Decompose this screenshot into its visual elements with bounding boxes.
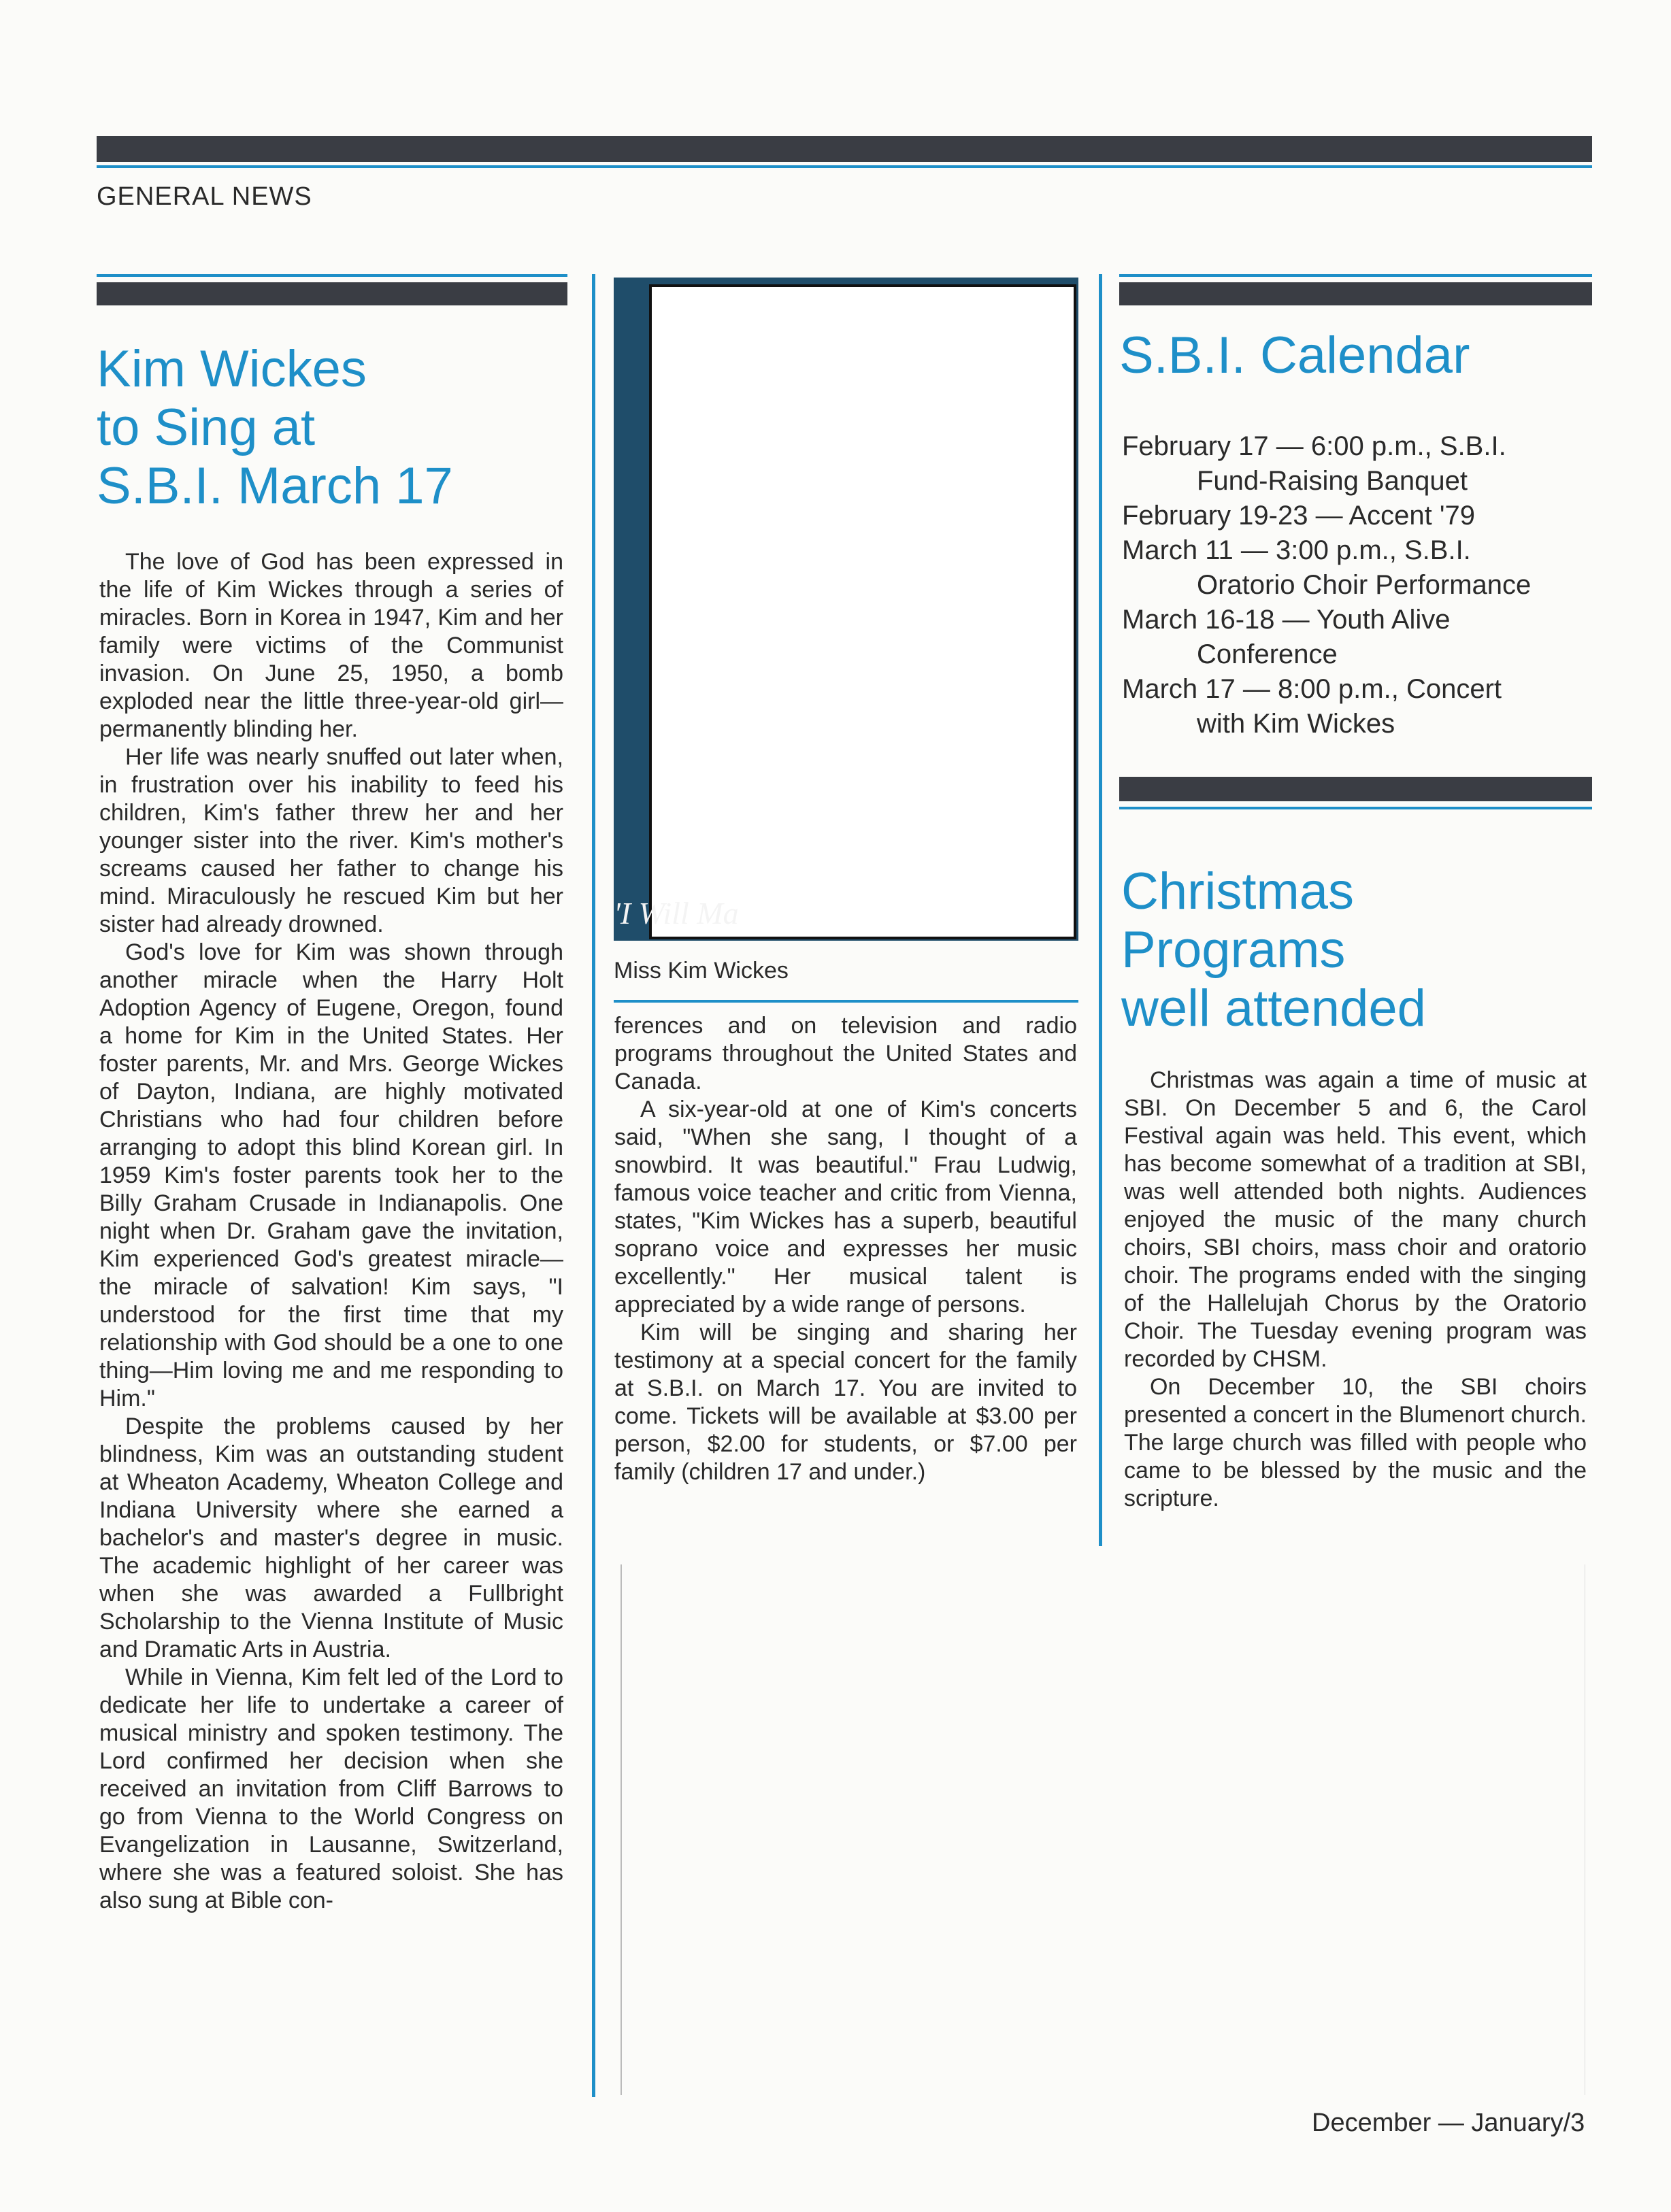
christmas-article [1124,1067,1587,1513]
calendar-entry-date: March 11 — 3:00 p.m., S.B.I. [1122,535,1471,565]
calendar-entry-date: February 17 — 6:00 p.m., S.B.I. [1122,431,1506,461]
kim-article-col2 [614,1012,1077,1486]
kim-paragraph: God's love for Kim was shown through another miracle when the Harry Holt Adoption Agency of Eugene, Oregon, found a home for Kim in the United States. Her foster parents, Mr. and Mrs. George Wickes of Dayton, Indiana, are highly motivated Christians who had four children before arranging to adopt this blind Korean girl. In 1959 Kim's foster parents took her to the Billy Graham Crusade in Indianapolis. One night when Dr. Graham gave the invitation, Kim experienced God's greatest miracle—the miracle of salvation! Kim says, "I understood for the first time that my relationship with God should be a one to one thing—Him loving me and me responding to Him." [99,939,563,1411]
kim-paragraph: ferences and on television and radio programs throughout the United States and Canada. [614,1013,1077,1094]
section-label: GENERAL NEWS [97,182,312,211]
kim-paragraph: The love of God has been expressed in the life of Kim Wickes through a series of miracles. Born in Korea in 1947, Kim and her family were victims of the Communist invasion. On June 25, 1950, a bomb exploded near the little three-year-old girl—permanently blinding her. [99,549,563,742]
christmas-header-bar [1119,777,1592,801]
calendar-entry-date: March 16-18 — Youth Alive [1122,605,1451,635]
calendar-entry [1122,603,1591,672]
blank-panel [621,1564,1585,2095]
kim-photo [614,278,1078,941]
calendar-entry-detail: Conference [1197,639,1338,669]
calendar-entry [1122,533,1591,603]
top-header-rule [97,165,1592,168]
col1-top-rule [97,274,567,277]
page-footer: December — January/3 [1312,2109,1585,2137]
christmas-paragraph: On December 10, the SBI choirs presented a concert in the Blumenort church. The large church was filled with people who came to be blessed by the music and the scripture. [1124,1374,1587,1511]
calendar-headline: S.B.I. Calendar [1119,326,1470,384]
photo-caption: Miss Kim Wickes [614,958,789,984]
calendar-entry-date: February 19-23 — Accent '79 [1122,501,1476,531]
calendar-header-bar [1119,282,1592,305]
kim-paragraph: A six-year-old at one of Kim's concerts said, "When she sang, I thought of a snowbird. It was beautiful." Frau Ludwig, famous voice teacher and critic from Vienna, states, "Kim Wickes has a superb, beautiful soprano voice and expresses her music excellently." Her musical talent is appreciated by a wide range of persons. [614,1096,1077,1318]
kim-paragraph: While in Vienna, Kim felt led of the Lord to dedicate her life to undertake a career of musical ministry and spoken testimony. The Lord confirmed her decision when she received an invitation from Cliff Barrows to go from Vienna to the World Congress on Evangelization in Lausanne, Switzerland, where she was a featured soloist. She has also sung at Bible con- [99,1664,563,1913]
calendar-entry-detail: with Kim Wickes [1197,709,1395,739]
christmas-paragraph: Christmas was again a time of music at SBI. On December 5 and 6, the Carol Festival again was held. This event, which has become somewhat of a tradition at SBI, was well attended both nights. Audiences enjoyed the music of the many church choirs, SBI choirs, mass choir and oratorio choir. The programs ended with the singing of the Hallelujah Chorus by the Oratorio Choir. The Tuesday evening program was recorded by CHSM. [1124,1067,1587,1372]
column-divider-right [1099,274,1102,1546]
top-header-bar [97,136,1592,162]
calendar-entry-date: March 17 — 8:00 p.m., Concert [1122,674,1502,704]
kim-paragraph: Her life was nearly snuffed out later when, in frustration over his inability to feed his children, Kim's father threw her and her younger sister into the river. Kim's mother's screams caused her father to change his mind. Miraculously he rescued Kim but her sister had already drowned. [99,744,563,937]
col1-header-bar [97,282,567,305]
photo-sign-text: 'I Will Ma [614,896,739,931]
calendar-top-rule [1119,274,1592,277]
calendar-entry [1122,672,1591,741]
calendar-list [1122,429,1591,741]
calendar-entry [1122,499,1591,533]
christmas-headline: Christmas Programs well attended [1121,862,1426,1037]
kim-article-col1 [99,548,563,1915]
column-divider-left [592,274,595,2097]
kim-paragraph: Despite the problems caused by her blindness, Kim was an outstanding student at Wheaton Academy, Wheaton College and Indiana University where she earned a bachelor's and master's degree in music. The academic highlight of her career was when she was awarded a Fullbright Scholarship to the Vienna Institute of Music and Dramatic Arts in Austria. [99,1413,563,1662]
caption-rule [614,1000,1078,1003]
calendar-entry-detail: Fund-Raising Banquet [1197,466,1468,496]
kim-paragraph: Kim will be singing and sharing her testimony at a special concert for the family at S.B.I. on March 17. You are invited to come. Tickets will be available at $3.00 per person, $2.00 for students, or $7.00 per family (children 17 and under.) [614,1320,1077,1485]
kim-headline: Kim Wickes to Sing at S.B.I. March 17 [97,340,453,515]
calendar-entry [1122,429,1591,499]
calendar-entry-detail: Oratorio Choir Performance [1197,570,1532,600]
christmas-header-rule [1119,807,1592,809]
photo-redacted-area [649,284,1076,939]
